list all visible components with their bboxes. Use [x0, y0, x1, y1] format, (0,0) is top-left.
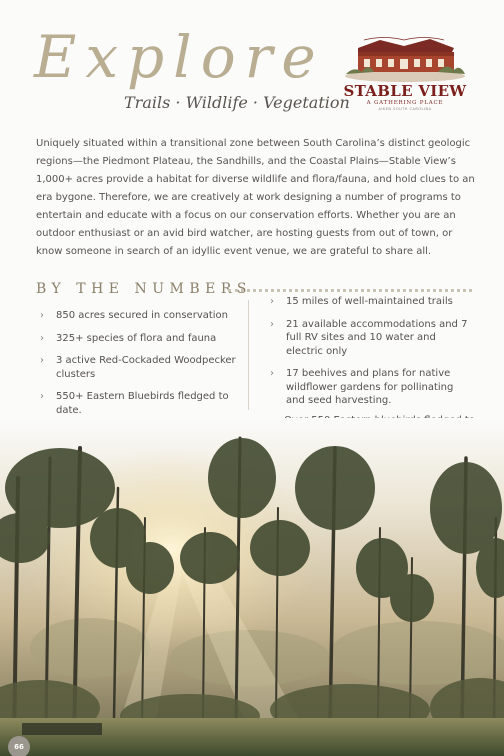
numbers-heading: BY THE NUMBERS — [36, 281, 252, 297]
intro-paragraph: Uniquely situated within a transitional zone between South Carolina’s distinct geologic regions—the Piedmont Plateau, the Sandhills, and the Coastal Plains—Stable View’s 1,000+ acres provide a habitat for diverse wildlife and flora/fauna, and hold clues to an era bygone. Therefore, we are creatively at work designing a number of programs to entertain and educate with a focus on our conservation efforts. Whether you are an outdoor enthusiast or an avid bird watcher, are hosting guests from out of town, or know someone in search of an idyllic event venue, we are grateful to share all. — [36, 138, 475, 257]
chevron-right-icon: › — [40, 355, 44, 366]
column-divider — [248, 300, 249, 410]
logo-location: AIKEN SOUTH CAROLINA — [378, 107, 432, 111]
chevron-right-icon: › — [270, 318, 274, 330]
lodge-illustration-icon — [344, 36, 466, 82]
logo-tagline: A GATHERING PLACE — [366, 100, 444, 106]
numbers-right-list — [268, 295, 468, 417]
page-subtitle: Trails · Wildlife · Vegetation — [124, 93, 350, 112]
page-number: 66 — [8, 736, 30, 756]
numbers-left-list — [38, 309, 238, 426]
pine-forest-photo — [0, 418, 504, 756]
list-item: › 17 beehives and plans for native wildflower gardens for pollinating and seed harvesting. — [270, 368, 454, 406]
logo-name: STABLE VIEW — [343, 82, 467, 100]
list-item: › 325+ species of flora and fauna — [40, 332, 217, 344]
list-item: › 850 acres secured in conservation — [40, 310, 229, 321]
stable-view-logo — [340, 36, 470, 116]
list-item: › 3 active Red-Cockaded Woodpecker clusters — [40, 355, 236, 380]
chevron-right-icon: › — [40, 310, 44, 321]
chevron-right-icon: › — [270, 296, 274, 307]
chevron-right-icon: › — [40, 391, 44, 402]
page-title: Explore — [34, 23, 325, 91]
list-item: › 15 miles of well-maintained trails — [270, 296, 453, 307]
list-item: › 21 available accommodations and 7 full RV sites and 10 water and electric only — [270, 318, 468, 357]
chevron-right-icon: › — [270, 368, 274, 379]
chevron-right-icon: › — [40, 332, 44, 344]
list-item: › 550+ Eastern Bluebirds fledged to date. — [40, 391, 229, 416]
heading-divider — [228, 289, 472, 292]
